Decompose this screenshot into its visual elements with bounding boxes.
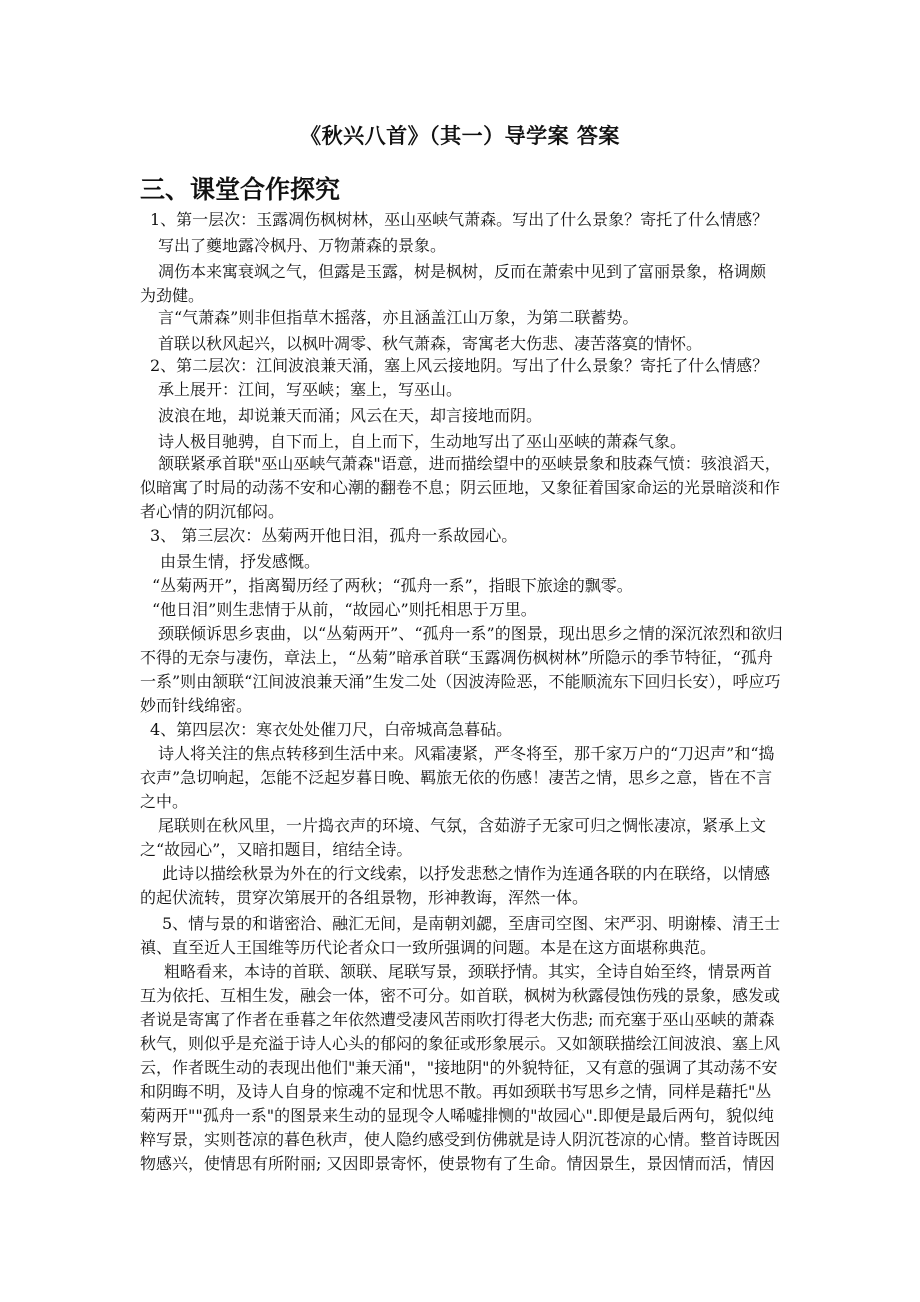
document-title: 《秋兴八首》（其一）导学案 答案	[300, 124, 620, 148]
paragraph-line: 之中。	[140, 792, 189, 811]
paragraph-line: 为劲健。	[140, 286, 205, 305]
paragraph-line: “他日泪”则生悲情于从前，“故园心”则托相思于万里。	[152, 600, 537, 619]
paragraph-line: 秋气，则似乎是充溢于诗人心头的郁闷的象征或形象展示。又如颔联描绘江间波浪、塞上风	[140, 1034, 781, 1053]
paragraph-line: 诗人极目驰骋，自下而上，自上而下，生动地写出了巫山巫峡的萧森气象。	[158, 432, 687, 451]
paragraph-line: 一系”则由颔联“江间波浪兼天涌”生发二处（因波涛险恶，不能顺流东下回归长安），呼应巧	[140, 672, 781, 691]
paragraph-line: 言“气萧森”则非但指草木摇落，亦且涵盖江山万象，为第二联蓄势。	[158, 308, 639, 327]
paragraph-line: 诗人将关注的焦点转移到生活中来。风霜凄紧，严冬将至，那千家万户的“刀迟声”和“捣	[158, 744, 775, 763]
paragraph-line: 禛、直至近人王国维等历代论者众口一致所强调的问题。本是在这方面堪称典范。	[140, 938, 717, 957]
paragraph-line: 互为依托、互相生发，融会一体，密不可分。如首联，枫树为秋露侵蚀伤残的景象，感发或	[140, 986, 781, 1005]
paragraph-line: 承上展开：江间，写巫峡；塞上，写巫山。	[158, 380, 463, 399]
paragraph-line: 云，作者既生动的表现出他们"兼天涌"，"接地阴"的外貌特征，又有意的强调了其动荡不安	[140, 1058, 778, 1077]
paragraph-line: 衣声”急切响起，怎能不泛起岁暮日晚、羁旅无依的伤感！凄苦之情，思乡之意，皆在不言	[140, 768, 773, 787]
paragraph-line: 写出了夔地露冷枫丹、万物萧森的景象。	[158, 236, 447, 255]
paragraph-line: 1、第一层次：玉露凋伤枫树林，巫山巫峡气萧森。写出了什么景象？寄托了什么情感？	[150, 210, 769, 229]
paragraph-line: “丛菊两开”，指离蜀历经了两秋；“孤舟一系”，指眼下旅途的飘零。	[152, 576, 633, 595]
paragraph-line: 4、第四层次：寒衣处处催刀尺，白帝城高急暮砧。	[150, 720, 513, 739]
paragraph-line: 不得的无奈与凄伤，章法上，“丛菊”暗承首联“玉露凋伤枫树林”所隐示的季节特征，“孤舟	[140, 648, 773, 667]
paragraph-line: 者说是寄寓了作者在垂暮之年依然遭受凄风苦雨吹打得老大伤悲; 而充塞于巫山巫峡的萧森	[140, 1010, 775, 1029]
paragraph-line: 首联以秋风起兴，以枫叶凋零、秋气萧森，寄寓老大伤悲、凄苦落寞的情怀。	[158, 334, 703, 353]
paragraph-line: 物感兴，使情思有所附丽; 又因即景寄怀，使景物有了生命。情因景生，景因情而活，情因	[140, 1154, 775, 1173]
paragraph-line: 尾联则在秋风里，一片捣衣声的环境、气氛，含茹游子无家可归之惆怅凄凉，紧承上文	[158, 816, 767, 835]
paragraph-line: 妙而针线绵密。	[140, 696, 253, 715]
paragraph-line: 粗略看来，本诗的首联、颔联、尾联写景，颈联抒情。其实，全诗自始至终，情景两首	[164, 962, 773, 981]
paragraph-line: 3、 第三层次：丛菊两开他日泪，孤舟一系故园心。	[150, 526, 518, 545]
paragraph-line: 2、第二层次：江间波浪兼天涌，塞上风云接地阴。写出了什么景象？寄托了什么情感？	[150, 356, 769, 375]
paragraph-line: 波浪在地，却说兼天而涌；风云在天，却言接地而阴。	[158, 406, 543, 425]
paragraph-line: 凋伤本来寓衰飒之气，但露是玉露，树是枫树，反而在萧索中见到了富丽景象，格调颇	[158, 262, 767, 281]
paragraph-line: 之“故园心”，又暗扣题目，绾结全诗。	[140, 840, 413, 859]
paragraph-line: 此诗以描绘秋景为外在的行文线索，以抒发悲愁之情作为连通各联的内在联络，以情感	[162, 864, 771, 883]
paragraph-line: 颈联倾诉思乡衷曲，以“丛菊两开”、“孤舟一系”的图景，现出思乡之情的深沉浓烈和欲归	[158, 624, 783, 643]
paragraph-line: 颔联紧承首联"巫山巫峡气萧森"语意，进而描绘望中的巫峡景象和肢森气愤：骇浪滔天，	[158, 454, 781, 473]
paragraph-line: 菊两开""孤舟一系"的图景来生动的显现令人唏嘘排恻的"故园心".即便是最后两句，貌似纯	[140, 1106, 774, 1125]
paragraph-line: 由景生情，抒发感慨。	[160, 552, 321, 571]
section-heading: 三、课堂合作探究	[140, 175, 341, 204]
paragraph-line: 的起伏流转，贯穿次第展开的各组景物，形神教诲，浑然一体。	[140, 888, 589, 907]
paragraph-line: 5、情与景的和谐密洽、融汇无间，是南朝刘勰，至唐司空图、宋严羽、明谢榛、清王士	[162, 914, 781, 933]
paragraph-line: 和阴晦不明，及诗人自身的惊魂不定和忧思不散。再如颈联书写思乡之情，同样是藉托"丛	[140, 1082, 772, 1101]
paragraph-line: 粹写景，实则苍凉的暮色秋声，使人隐约感受到仿佛就是诗人阴沉苍凉的心情。整首诗既因	[140, 1130, 781, 1149]
paragraph-line: 者心情的阴沉郁闷。	[140, 502, 285, 521]
paragraph-line: 似暗寓了时局的动荡不安和心潮的翻卷不息；阴云匝地，又象征着国家命运的光景暗淡和作	[140, 478, 781, 497]
